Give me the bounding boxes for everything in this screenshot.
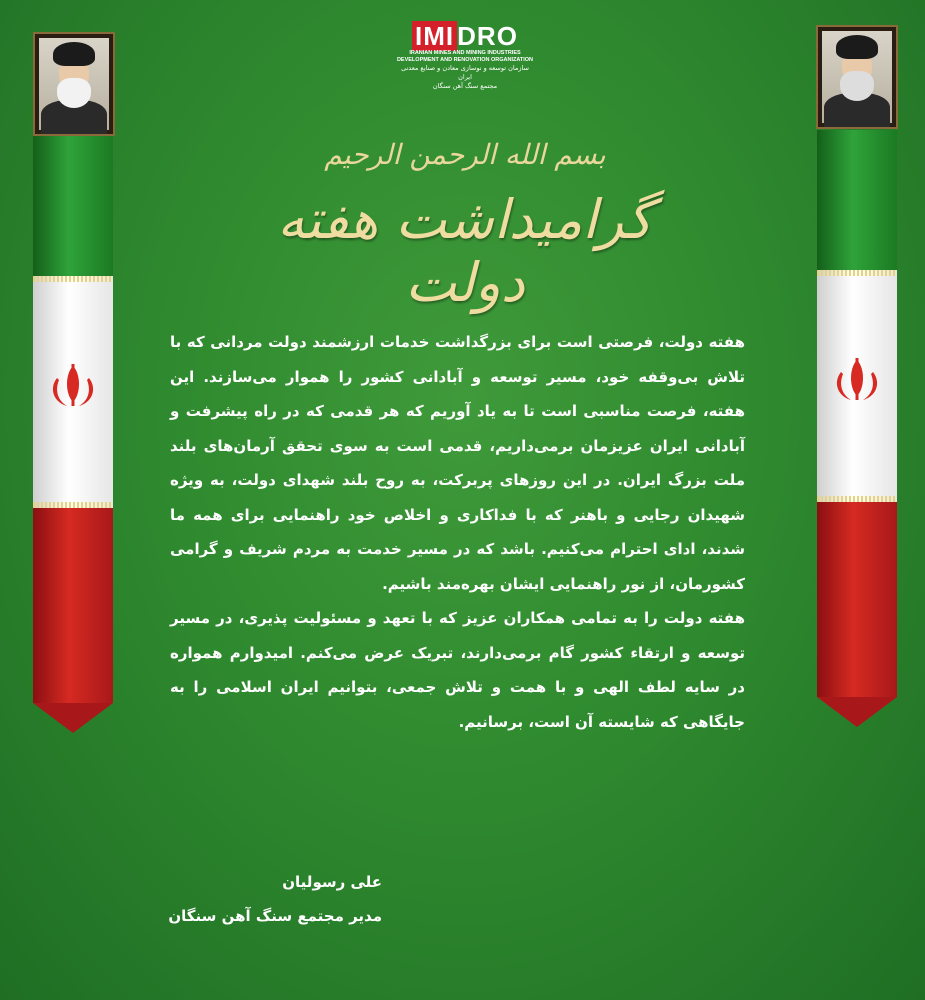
logo-english-line-2: DEVELOPMENT AND RENOVATION ORGANIZATION xyxy=(396,57,534,63)
portrait-left xyxy=(33,32,115,136)
page-title: گرامیداشت هفته دولت xyxy=(277,188,653,314)
message-paragraph-1: هفته دولت، فرصتی است برای بزرگداشت خدمات ارزشمند دولت مردانی که با تلاش بی‌وقفه خود، مسیر توسعه و آبادانی کشور را هموار می‌سازند. این هفته، فرصت مناسبی است تا به یاد آوریم که هر قدمی که در راه پیشرفت و آبادانی ایران عزیزمان برمی‌داریم، قدمی است به سوی تحقق آرمان‌های بلند ملت بزرگ ایران. در این روزهای پربرکت، به روح بلند شهدای دولت، به ویژه شهیدان رجایی و باهنر که با فداکاری و اخلاص خود راهنمایی برای همه ما شدند، ادای احترام می‌کنیم. باشد که در مسیر خدمت به مردم شریف و گرامی کشورمان، از نور راهنمایی ایشان بهره‌مند باشیم. xyxy=(170,333,745,593)
logo-mark-white: DRO xyxy=(457,21,518,51)
logo-persian-line-2: مجتمع سنگ آهن سنگان xyxy=(432,82,498,90)
signature-block xyxy=(150,865,382,933)
signature-position: مدیر مجتمع سنگ آهن سنگان xyxy=(168,907,382,925)
message-body xyxy=(170,325,745,739)
logo-mark xyxy=(395,22,535,50)
message-paragraph-2: هفته دولت را به تمامی همکاران عزیز که با تعهد و مسئولیت پذیری، در مسیر توسعه و ارتقاء کشور گام برمی‌دارند، تبریک عرض می‌کنم. امیدوارم همواره در سایه لطف الهی و با همت و تلاش جمعی، بتوانیم ایران اسلامی را به جایگاهی که شایسته آن است، برسانیم. xyxy=(170,609,745,731)
organization-logo xyxy=(395,22,535,91)
logo-persian-line-1: سازمان توسعه و نوسازی معادن و صنایع معدنی ایران xyxy=(401,64,529,81)
logo-mark-red: IMI xyxy=(412,21,457,51)
logo-english-line-1: IRANIAN MINES AND MINING INDUSTRIES xyxy=(409,50,521,56)
iran-emblem-icon xyxy=(43,356,103,416)
flag-banner-right xyxy=(817,130,897,727)
iran-emblem-icon xyxy=(827,350,887,410)
signature-name: علی رسولیان xyxy=(282,873,382,891)
bismillah-heading: بسم الله الرحمن الرحیم xyxy=(324,138,606,171)
flag-banner-left xyxy=(33,136,113,733)
portrait-right xyxy=(816,25,898,129)
